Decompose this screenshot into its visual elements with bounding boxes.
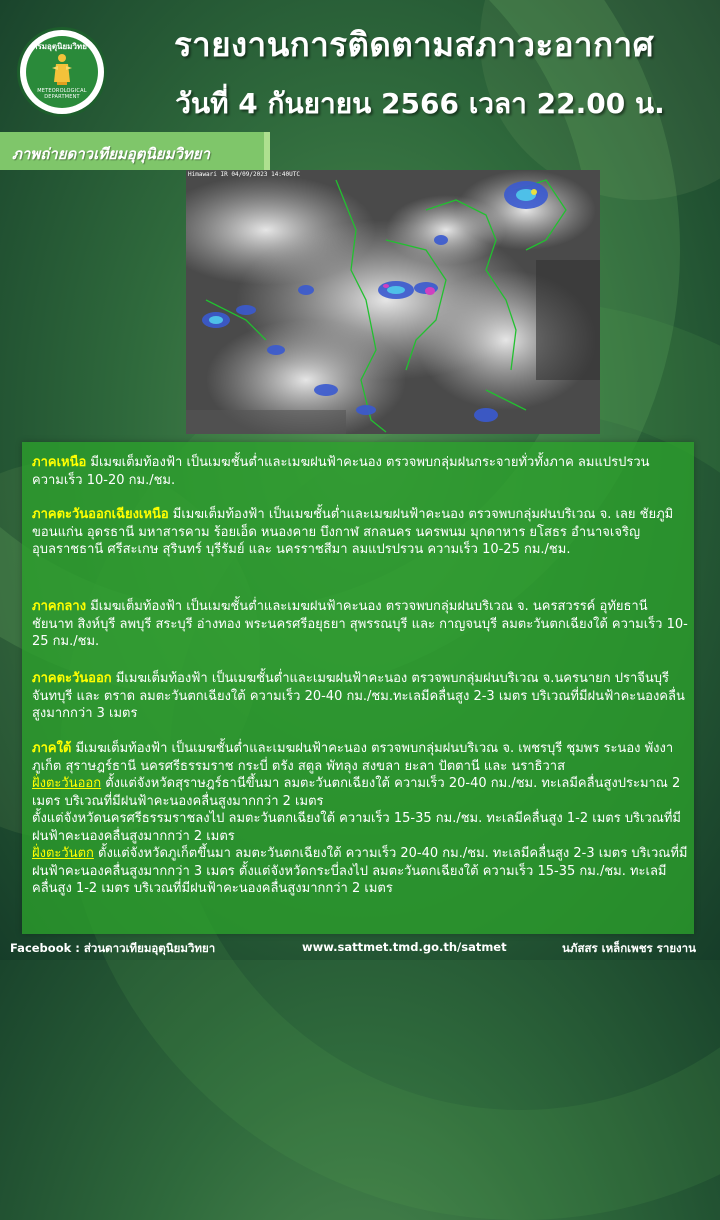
section-label-text: ภาพถ่ายดาวเทียมอุตุนิยมวิทยา <box>12 145 210 163</box>
region-text: มีเมฆเต็มท้องฟ้า เป็นเมฆชั้นต่ำและเมฆฝนฟ้าคะนอง ตรวจพบกลุ่มฝนบริเวณ จ. เพชรบุรี ชุมพร ระนอง พังงา ภูเก็ต สุราษฎร์ธานี นครศรีธรรมราช กระบี่ ตรัง สตูล พัทลุง สงขลา ยะลา ปัตตานี และ นราธิวาส <box>32 741 674 774</box>
logo-bottom-text: METEOROLOGICAL DEPARTMENT <box>37 88 87 100</box>
region-south <box>32 740 688 898</box>
coast-text: ตั้งแต่จังหวัดสุราษฎร์ธานีขึ้นมา ลมตะวันตกเฉียงใต้ ความเร็ว 20-40 กม./ชม. ทะเลมีคลื่นสูงประมาณ 2 เมตร บริเวณที่มีฝนฟ้าคะนองคลื่นสูงมากกว่า 2 เมตร <box>32 776 681 809</box>
coast-text: ตั้งแต่จังหวัดภูเก็ตขึ้นมา ลมตะวันตกเฉียงใต้ ความเร็ว 20-40 กม./ชม. ทะเลมีคลื่นสูง 2-3 เมตร บริเวณที่มีฝนฟ้าคะนองคลื่นสูงมากกว่า 3 เมตร ตั้งแต่จังหวัดกระบี่ลงไป ลมตะวันตกเฉียงใต้ ความเร็ว 15-35 กม./ชม. ทะเลมีคลื่นสูง 1-2 เมตร บริเวณที่มีฝนฟ้าคะนองคลื่นสูงมากกว่า 2 เมตร <box>32 846 688 896</box>
facebook-link[interactable]: Facebook : ส่วนดาวเทียมอุตุนิยมวิทยา <box>10 941 216 955</box>
region-heading: ภาคตะวันออก <box>32 671 112 686</box>
tmd-logo <box>20 30 104 114</box>
region-text: มีเมฆเต็มท้องฟ้า เป็นเมฆชั้นต่ำและเมฆฝนฟ้าคะนอง ตรวจพบกลุ่มฝนกระจายทั่วทั้งภาค ลมแปรปรวน ความเร็ว 10-20 กม./ชม. <box>32 455 650 488</box>
satellite-picture <box>186 170 600 434</box>
coast-text: ตั้งแต่จังหวัดนครศรีธรรมราชลงไป ลมตะวันตกเฉียงใต้ ความเร็ว 15-35 กม./ชม. ทะเลมีคลื่นสูง 1-2 เมตร บริเวณที่มีฝนฟ้าคะนองคลื่นสูงมากกว่า 2 เมตร <box>32 811 681 844</box>
region-heading: ภาคใต้ <box>32 741 72 756</box>
page-title: รายงานการติดตามสภาวะอากาศ <box>173 25 655 64</box>
website-link[interactable]: www.sattmet.tmd.go.th/satmet <box>302 940 507 954</box>
region-central <box>32 598 688 651</box>
satellite-image <box>186 170 600 434</box>
footer <box>0 936 720 960</box>
report-date: วันที่ 4 กันยายน 2566 เวลา 22.00 น. <box>175 87 665 120</box>
weather-report-panel <box>22 442 694 934</box>
region-north <box>32 454 688 489</box>
region-text: มีเมฆเต็มท้องฟ้า เป็นเมฆชั้นต่ำและเมฆฝนฟ้าคะนอง ตรวจพบกลุ่มฝนบริเวณ จ. เลย ชัยภูมิ ขอนแก่น อุดรธานี มหาสารคาม ร้อยเอ็ด หนองคาย บึงกาฬ สกลนคร นครพนม มุกดาหาร ยโสธร อำนาจเจริญ อุบลราชธานี ศรีสะเกษ สุรินทร์ บุรีรัมย์ และ นครราชสีมา ลมแปรปรวน ความเร็ว 10-25 กม./ชม. <box>32 507 674 557</box>
region-text: มีเมฆเต็มท้องฟ้า เป็นเมฆชั้นต่ำและเมฆฝนฟ้าคะนอง ตรวจพบกลุ่มฝนบริเวณ จ.นครนายก ปราจีนบุรี จันทบุรี และ ตราด ลมตะวันตกเฉียงใต้ ความเร็ว 20-40 กม./ชม.ทะเลมีคลื่นสูง 2-3 เมตร บริเวณที่มีฝนฟ้าคะนองคลื่นสูงมากกว่า 3 เมตร <box>32 671 685 721</box>
region-heading: ภาคเหนือ <box>32 455 87 470</box>
coast-label: ฝั่งตะวันตก <box>32 846 94 861</box>
region-heading: ภาคกลาง <box>32 599 87 614</box>
satellite-timestamp: Himawari IR 04/09/2023 14:40UTC <box>188 171 300 178</box>
deity-icon <box>50 52 74 86</box>
logo-emblem <box>26 36 98 108</box>
region-heading: ภาคตะวันออกเฉียงเหนือ <box>32 507 169 522</box>
region-northeast <box>32 506 688 559</box>
logo-top-text: กรมอุตุนิยมวิทยา <box>32 42 92 51</box>
coast-label: ฝั่งตะวันออก <box>32 776 102 791</box>
reporter-name: นภัสสร เหล็กเพชร รายงาน <box>562 941 696 955</box>
section-label <box>0 132 270 170</box>
region-text: มีเมฆเต็มท้องฟ้า เป็นเมฆชั้นต่ำและเมฆฝนฟ้าคะนอง ตรวจพบกลุ่มฝนบริเวณ จ. นครสวรรค์ อุทัยธานี ชัยนาท สิงห์บุรี ลพบุรี สระบุรี อ่างทอง พระนครศรีอยุธยา สุพรรณบุรี และ กาญจนบุรี ลมตะวันตกเฉียงใต้ ความเร็ว 10-25 กม./ชม. <box>32 599 688 649</box>
region-east <box>32 670 688 723</box>
